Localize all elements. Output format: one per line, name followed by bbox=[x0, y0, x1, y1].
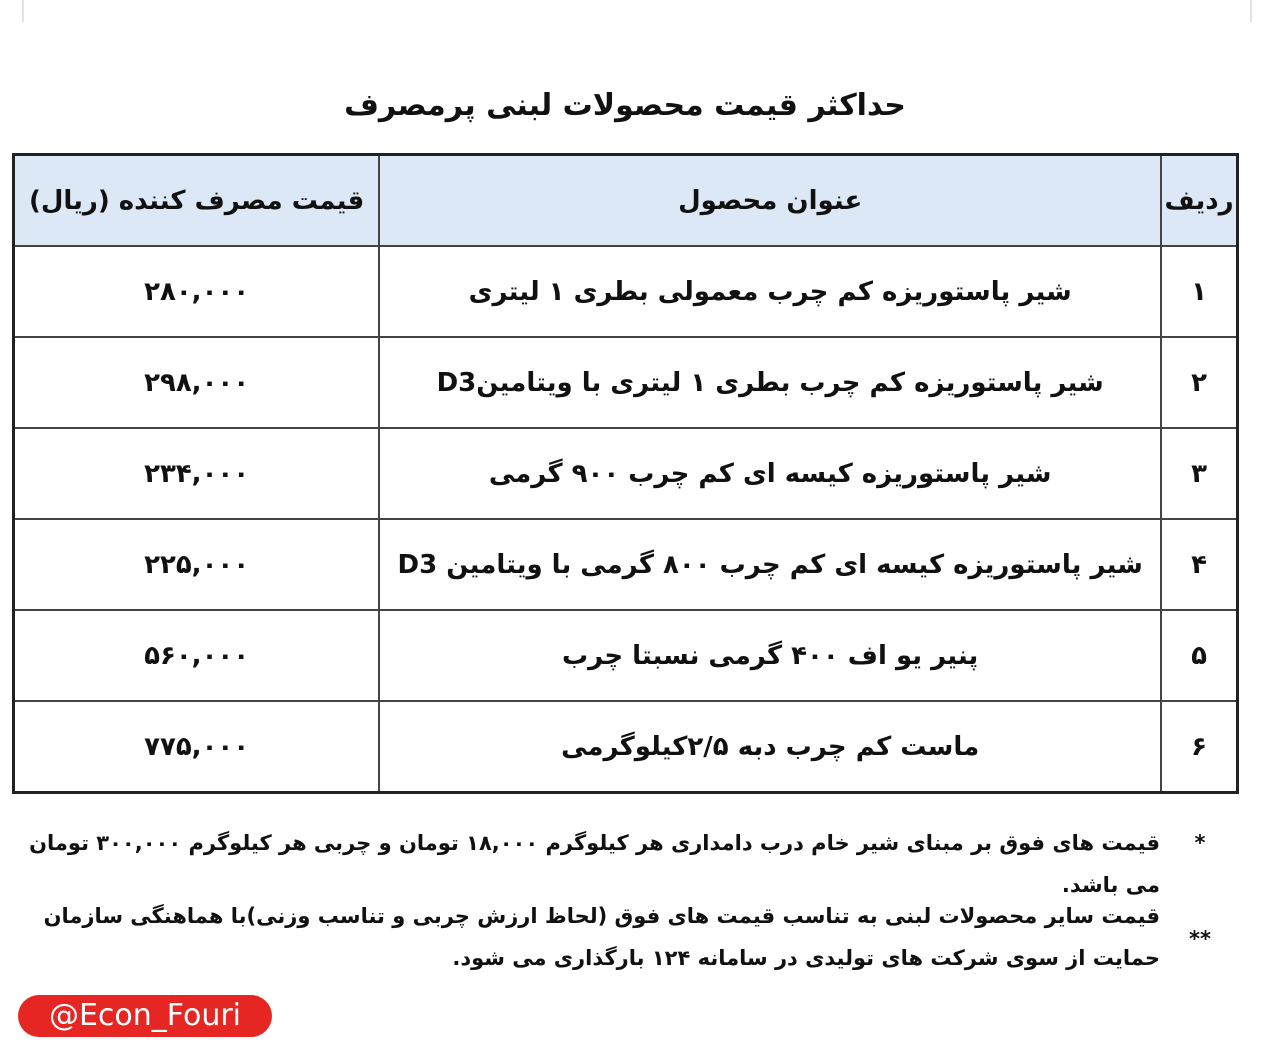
table-header-row bbox=[14, 155, 1238, 247]
page-title: حداکثر قیمت محصولات لبنی پرمصرف bbox=[344, 88, 906, 123]
top-border-right bbox=[1250, 0, 1252, 22]
price-table bbox=[12, 153, 1239, 794]
product-title: شیر پاستوریزه کم چرب بطری ۱ لیتری با ویتامینD3 bbox=[379, 337, 1161, 428]
product-price: ۲۲۵,۰۰۰ bbox=[14, 519, 380, 610]
row-number: ۶ bbox=[1161, 701, 1237, 793]
top-border-left bbox=[22, 0, 24, 22]
product-price: ۵۶۰,۰۰۰ bbox=[14, 610, 380, 701]
row-number: ۳ bbox=[1161, 428, 1237, 519]
header-product-title: عنوان محصول bbox=[379, 155, 1161, 247]
table-row bbox=[14, 701, 1238, 793]
footnote-marker-single: * bbox=[1194, 831, 1206, 855]
table-row bbox=[14, 246, 1238, 337]
table-row bbox=[14, 519, 1238, 610]
row-number: ۲ bbox=[1161, 337, 1237, 428]
table-row bbox=[14, 610, 1238, 701]
footnote-marker-double: ** bbox=[1189, 927, 1211, 951]
product-price: ۲۳۴,۰۰۰ bbox=[14, 428, 380, 519]
product-title: شیر پاستوریزه کم چرب معمولی بطری ۱ لیتری bbox=[379, 246, 1161, 337]
product-price: ۲۸۰,۰۰۰ bbox=[14, 246, 380, 337]
product-title: شیر پاستوریزه کیسه ای کم چرب ۹۰۰ گرمی bbox=[379, 428, 1161, 519]
product-title: پنیر یو اف ۴۰۰ گرمی نسبتا چرب bbox=[379, 610, 1161, 701]
header-row-number: ردیف bbox=[1161, 155, 1237, 247]
product-price: ۷۷۵,۰۰۰ bbox=[14, 701, 380, 793]
table-row bbox=[14, 337, 1238, 428]
product-title: شیر پاستوریزه کیسه ای کم چرب ۸۰۰ گرمی با ویتامین D3 bbox=[379, 519, 1161, 610]
product-title: ماست کم چرب دبه ۲/۵کیلوگرمی bbox=[379, 701, 1161, 793]
row-number: ۵ bbox=[1161, 610, 1237, 701]
footnote-raw-milk-basis: قیمت های فوق بر مبنای شیر خام درب دامداری هر کیلوگرم ۱۸,۰۰۰ تومان و چربی هر کیلوگرم ۳۰۰,۰۰۰ تومان می باشد. bbox=[29, 831, 1160, 897]
product-price: ۲۹۸,۰۰۰ bbox=[14, 337, 380, 428]
row-number: ۴ bbox=[1161, 519, 1237, 610]
header-consumer-price: قیمت مصرف کننده (ریال) bbox=[14, 155, 380, 247]
channel-watermark-badge: @Econ_Fouri bbox=[18, 995, 272, 1037]
footnote-other-products: قیمت سایر محصولات لبنی به تناسب قیمت های فوق (لحاظ ارزش چربی و تناسب وزنی)با هماهنگی سازمان حمایت از سوی شرکت های تولیدی در سامانه ۱۲۴ بارگذاری می شود. bbox=[43, 904, 1160, 970]
table-row bbox=[14, 428, 1238, 519]
row-number: ۱ bbox=[1161, 246, 1237, 337]
